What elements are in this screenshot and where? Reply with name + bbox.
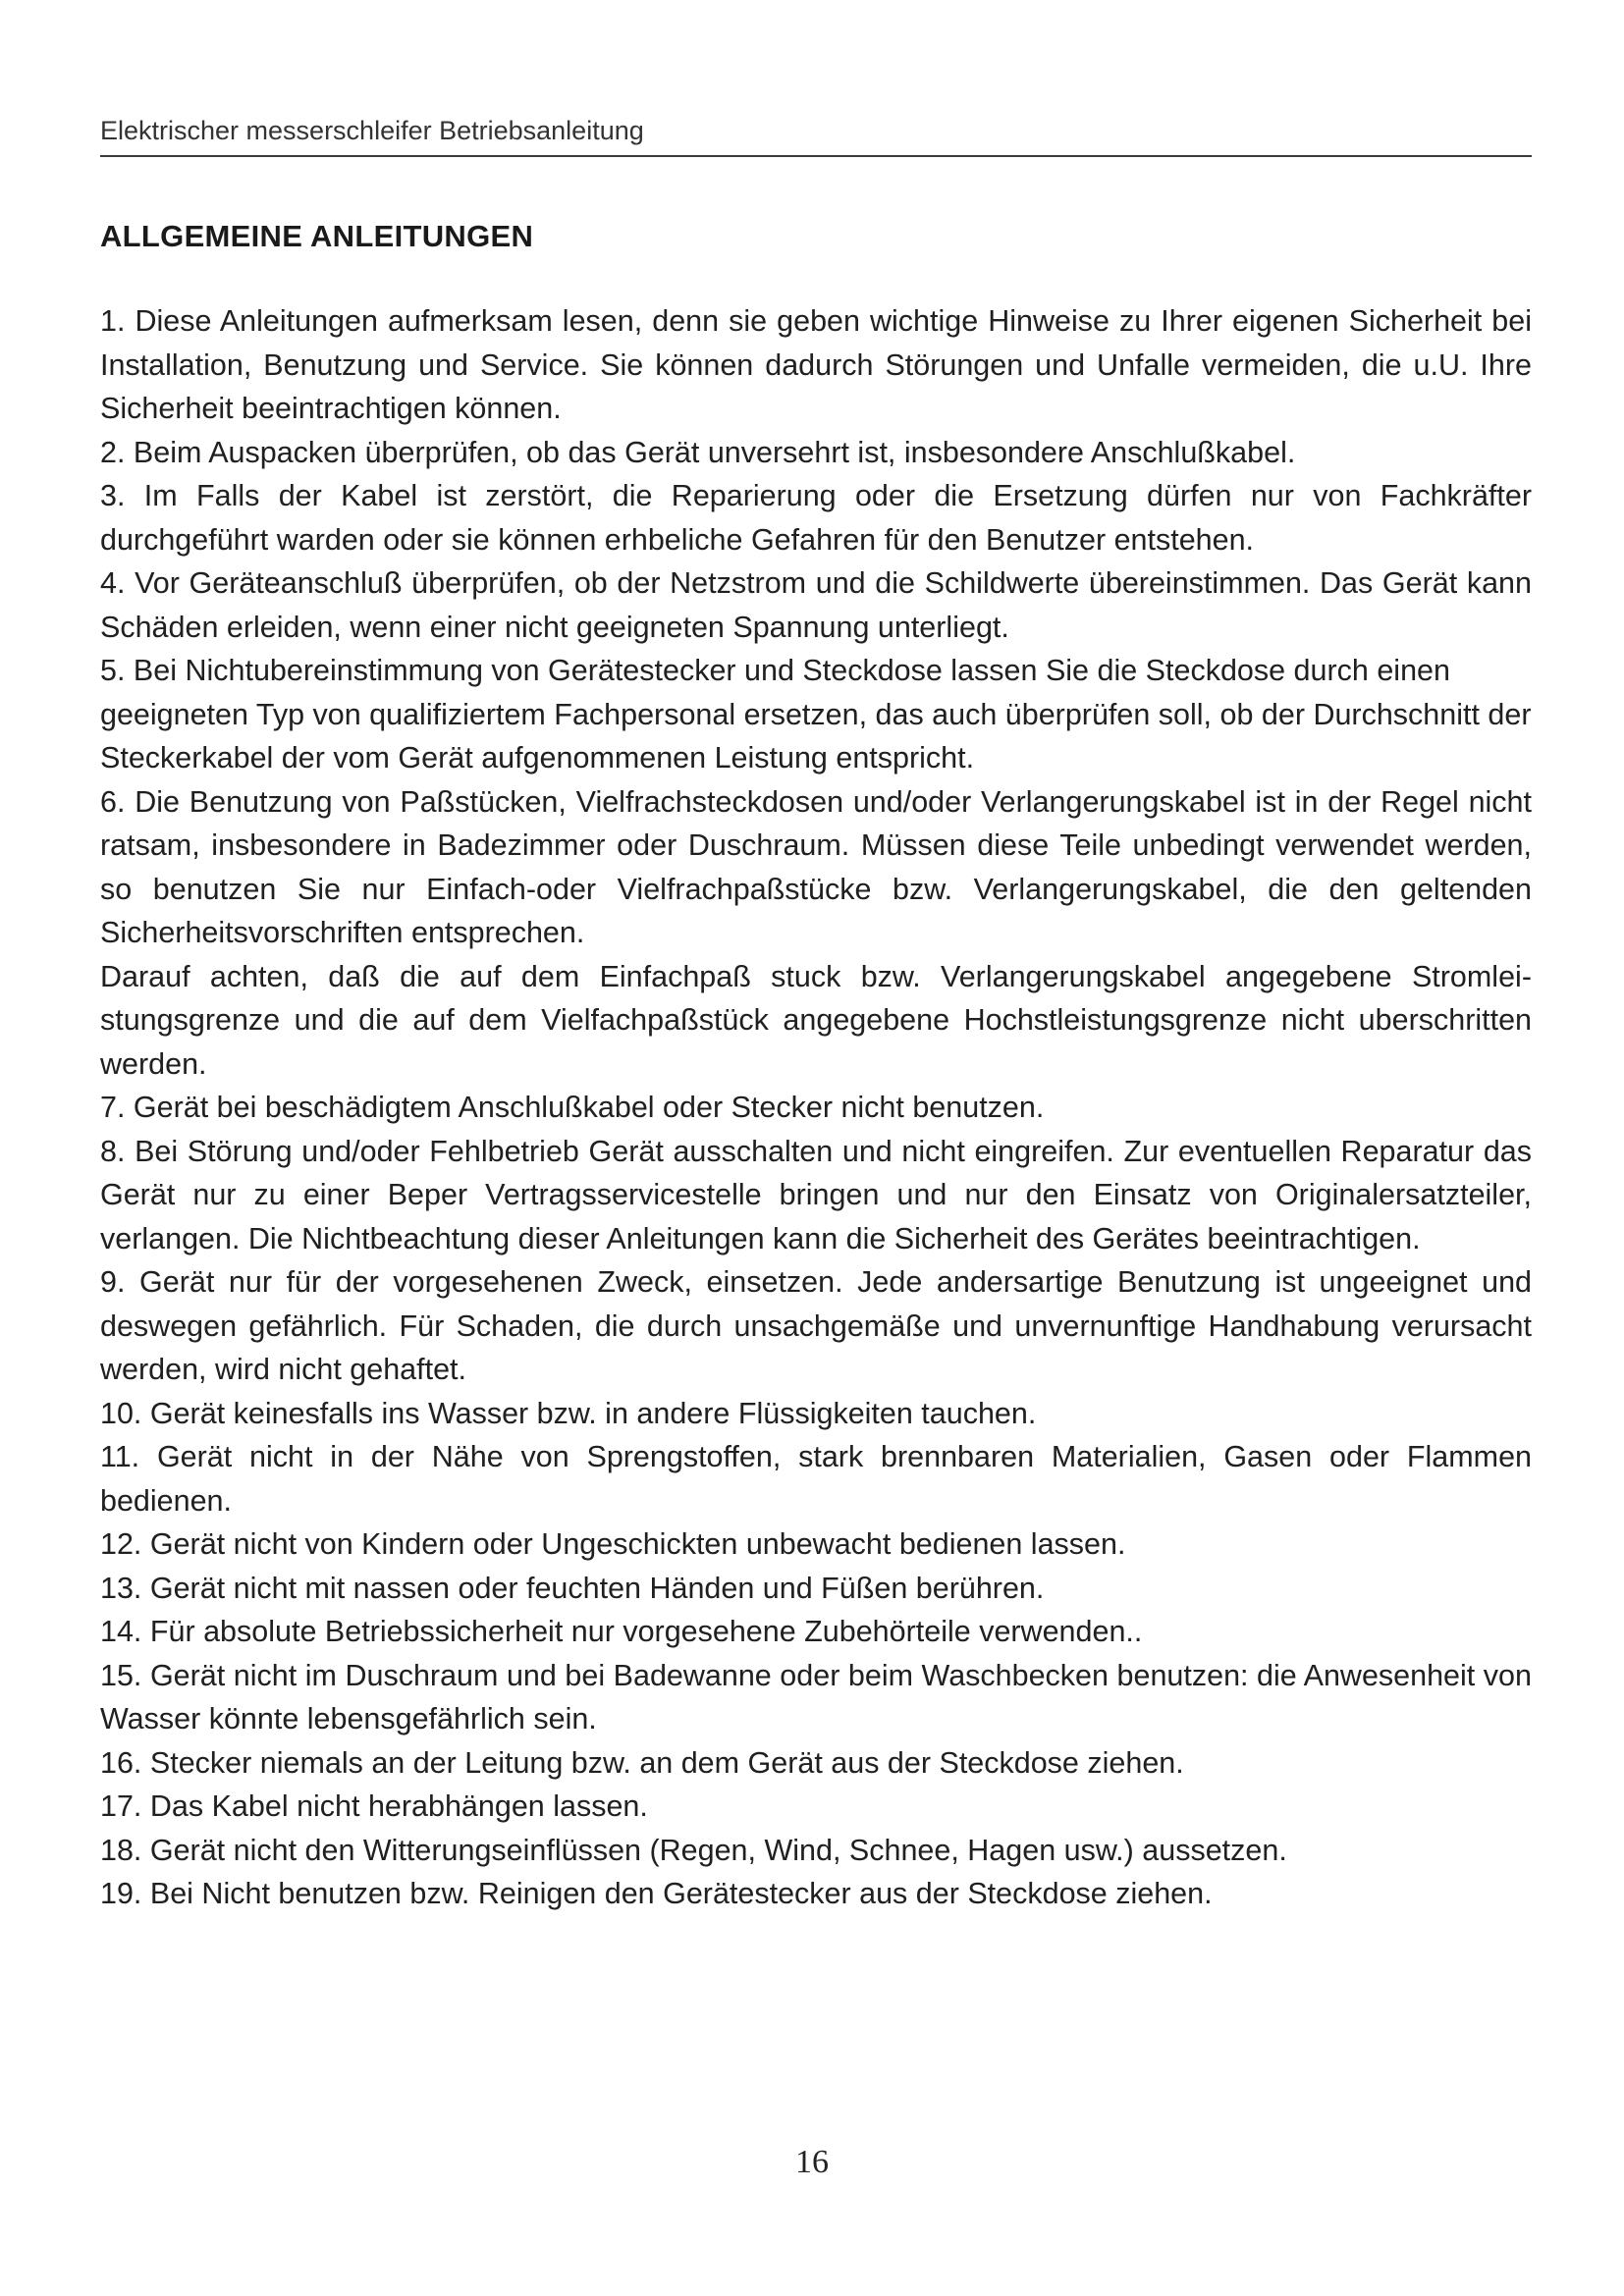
page-number: 16 — [795, 2144, 829, 2180]
instruction-item-1: 1. Diese Anleitungen aufmerksam lesen, denn sie geben wichtige Hinweise zu Ihrer eigenen Sicherheit bei Installation, Benutzung und Service. Sie können dadurch Störungen und Unfalle vermeiden, die u.U. Ihre Sicherheit beeintrachtigen können. — [100, 304, 1532, 425]
instruction-item-5: 5. Bei Nichtubereinstimmung von Gerätestecker und Steckdose lassen Sie die Steckdose durch einen geeigneten Typ von qualifiziertem Fachpersonal ersetzen, das auch überprüfen soll, ob der Durchschnitt der Steckerkabel der vom Gerät aufgenommenen Leistung entspricht. — [100, 654, 1532, 774]
running-header — [100, 114, 1532, 157]
instruction-item-15: 15. Gerät nicht im Duschraum und bei Badewanne oder beim Waschbecken benutzen: die Anwesenheit von Wasser könnte lebensgefährlich sein. — [100, 1658, 1532, 1735]
instruction-item-3: 3. Im Falls der Kabel ist zerstört, die Reparierung oder die Ersetzung dürfen nur von Fachkräfter durchgeführt warden oder sie können erhbeliche Gefahren für den Benutzer entstehen. — [100, 479, 1532, 557]
instruction-item-4: 4. Vor Geräteanschluß überprüfen, ob der Netzstrom und die Schildwerte übereinstimmen. Das Gerät kann Schäden erleiden, wenn einer nicht geeigneten Spannung unterliegt. — [100, 566, 1532, 644]
instruction-item-6-note: Darauf achten, daß die auf dem Einfachpaß stuck bzw. Verlangerungskabel angegebene Stromleistungsgrenze und die auf dem Vielfachpaßstück angegebene Hochstleistungsgrenze nicht uberschritten werden. — [100, 959, 1532, 1081]
instruction-item-12: 12. Gerät nicht von Kindern oder Ungeschickten unbewacht bedienen lassen. — [100, 1527, 1126, 1561]
instruction-item-7: 7. Gerät bei beschädigtem Anschlußkabel oder Stecker nicht benutzen. — [100, 1091, 1045, 1124]
instruction-item-2: 2. Beim Auspacken überprüfen, ob das Gerät unversehrt ist, insbesondere Anschlußkabel. — [100, 435, 1296, 469]
instruction-item-13: 13. Gerät nicht mit nassen oder feuchten Händen und Füßen berühren. — [100, 1571, 1045, 1605]
instruction-item-19: 19. Bei Nicht benutzen bzw. Reinigen den Gerätestecker aus der Steckdose ziehen. — [100, 1877, 1213, 1910]
instruction-item-14: 14. Für absolute Betriebssicherheit nur vorgesehene Zubehörteile verwenden.. — [100, 1615, 1143, 1648]
instruction-item-16: 16. Stecker niemals an der Leitung bzw. an dem Gerät aus der Steckdose ziehen. — [100, 1745, 1184, 1780]
section-title: ALLGEMEINE ANLEITUNGEN — [100, 219, 534, 253]
document-title: Elektrischer messerschleifer Betriebsanleitung — [100, 116, 644, 145]
instructions-body — [100, 299, 1532, 1916]
instruction-item-11: 11. Gerät nicht in der Nähe von Sprengstoffen, stark brennbaren Materialien, Gasen oder Flammen bedienen. — [100, 1440, 1532, 1518]
instruction-item-6: 6. Die Benutzung von Paßstücken, Vielfrachsteckdosen und/oder Verlangerungskabel ist in der Regel nicht ratsam, insbesondere in Badezimmer oder Duschraum. Müssen diese Teile unbedingt verwendet werden, so benutzen Sie nur Einfach-oder Vielfrachpaßstücke bzw. Verlangerungskabel, die den geltenden Sicherheitsvorschriften entsprechen. — [100, 784, 1532, 949]
instruction-item-10: 10. Gerät keinesfalls ins Wasser bzw. in andere Flüssigkeiten tauchen. — [100, 1396, 1037, 1430]
instruction-item-9: 9. Gerät nur für der vorgesehenen Zweck, einsetzen. Jede andersartige Benutzung ist ungeeignet und deswegen gefährlich. Für Schaden, die durch unsachgemäße und unvernunftige Handhabung verursacht werden, wird nicht gehaftet. — [100, 1265, 1532, 1386]
instruction-item-18: 18. Gerät nicht den Witterungseinflüssen (Regen, Wind, Schnee, Hagen usw.) aussetzen. — [100, 1833, 1287, 1867]
instruction-item-17: 17. Das Kabel nicht herabhängen lassen. — [100, 1789, 648, 1823]
instruction-item-8: 8. Bei Störung und/oder Fehlbetrieb Gerät ausschalten und nicht eingreifen. Zur eventuellen Reparatur das Gerät nur zu einer Beper Vertragsservicestelle bringen und nur den Einsatz von Originalersatzteiler, verlangen. Die Nichtbeachtung dieser Anleitungen kann die Sicherheit des Gerätes beeintrachtigen. — [100, 1134, 1532, 1255]
